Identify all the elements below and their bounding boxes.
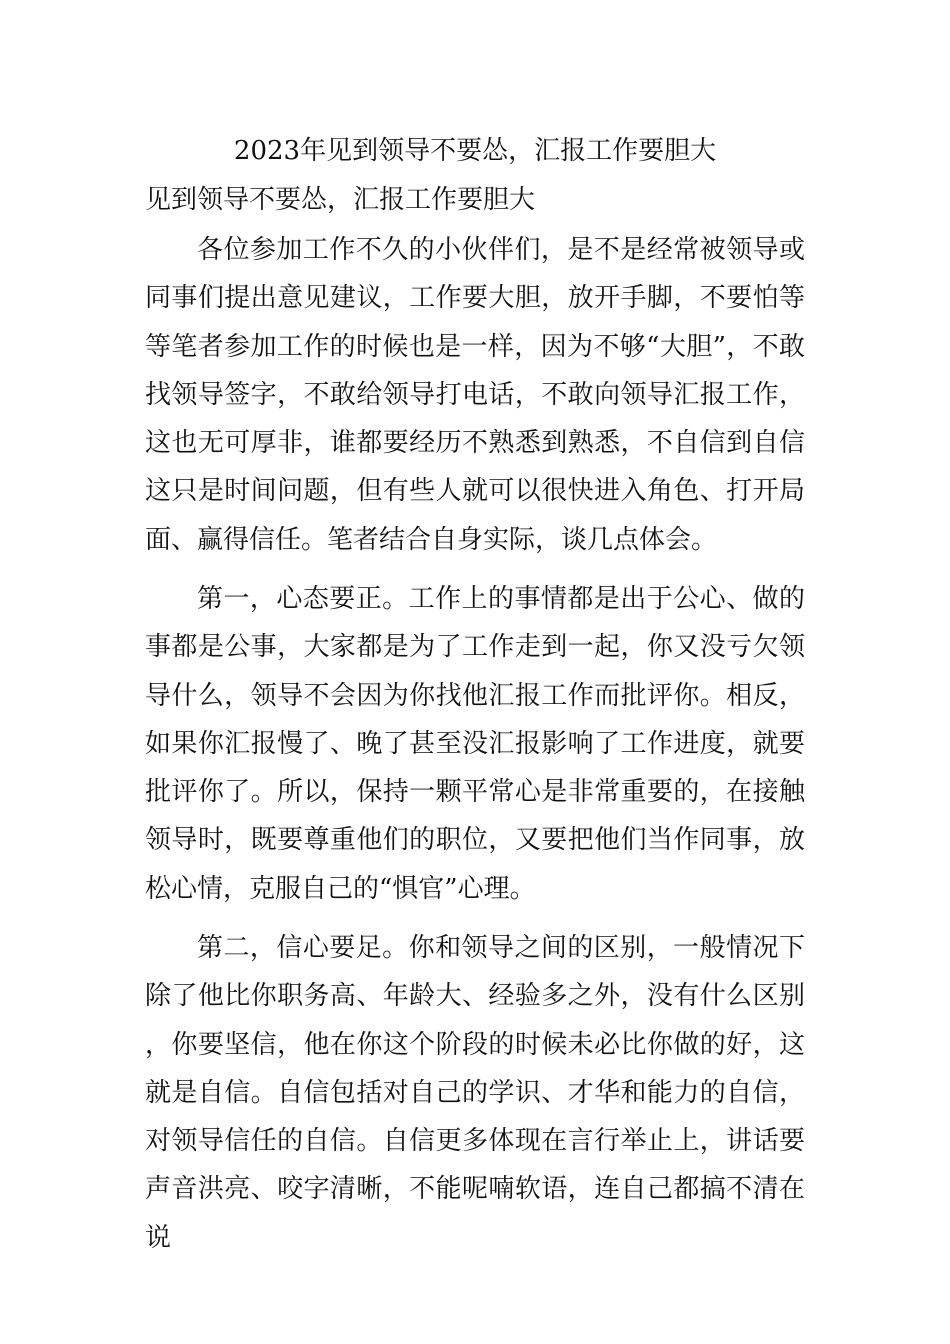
document-subtitle: 见到领导不要怂，汇报工作要胆大	[145, 185, 536, 215]
paragraph-point-two: 第二，信心要足。你和领导之间的区别，一般情况下除了他比你职务高、年龄大、经验多之外，没有什么区别，你要坚信，他在你这个阶段的时候未必比你做的好，这就是自信。自信包括对自己的学识、才华和能力的自信，对领导信任的自信。自信更多体现在言行举止上，讲话要声音洪亮、咬字清晰，不能呢喃软语，连自己都搞不清在说	[145, 933, 805, 1253]
document-title: 2023年见到领导不要怂，汇报工作要胆大	[233, 136, 717, 166]
paragraph-intro: 各位参加工作不久的小伙伴们，是不是经常被领导或同事们提出意见建议，工作要大胆，放开手脚，不要怕等等笔者参加工作的时候也是一样，因为不够“大胆”，不敢找领导签字，不敢给领导打电话，不敢向领导汇报工作，这也无可厚非，谁都要经历不熟悉到熟悉，不自信到自信这只是时间问题，但有些人就可以很快进入角色、打开局面、赢得信任。笔者结合自身实际，谈几点体会。	[145, 235, 805, 555]
paragraph-point-one: 第一，心态要正。工作上的事情都是出于公心、做的事都是公事，大家都是为了工作走到一起，你又没亏欠领导什么，领导不会因为你找他汇报工作而批评你。相反，如果你汇报慢了、晚了甚至没汇报影响了工作进度，就要批评你了。所以，保持一颗平常心是非常重要的，在接触领导时，既要尊重他们的职位，又要把他们当作同事，放松心情，克服自己的“惧官”心理。	[145, 584, 805, 904]
